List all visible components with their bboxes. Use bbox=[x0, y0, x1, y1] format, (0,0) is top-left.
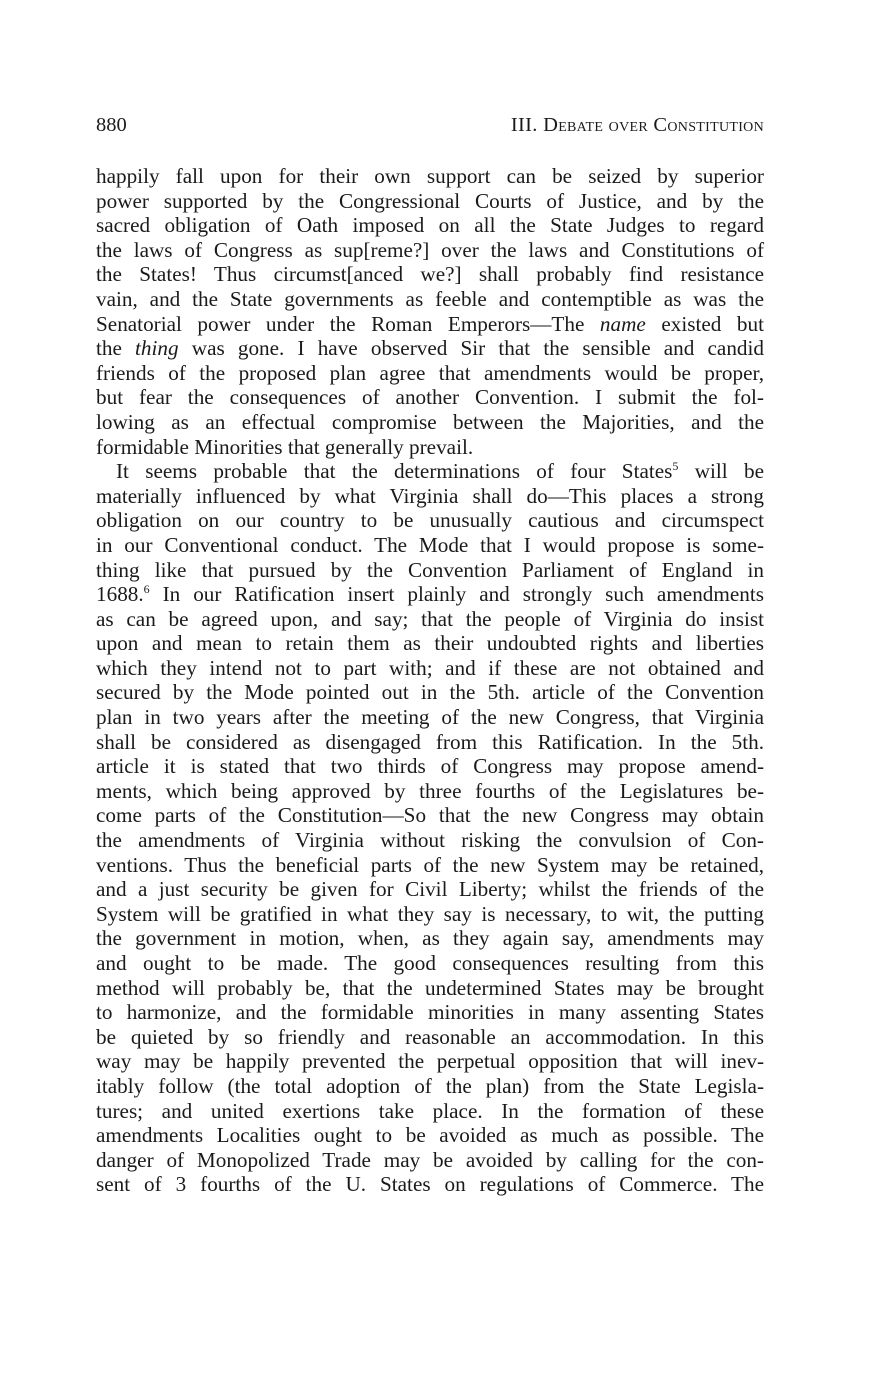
text-line: upon and mean to retain them as their undoubted rights and liberties bbox=[96, 631, 764, 656]
text-line: sacred obligation of Oath imposed on all the State Judges to regard bbox=[96, 213, 764, 238]
text-line: in our Conventional conduct. The Mode that I would propose is some- bbox=[96, 532, 764, 557]
body-text bbox=[96, 164, 764, 1197]
text-line: danger of Monopolized Trade may be avoided by calling for the con- bbox=[96, 1147, 764, 1172]
text-line: article it is stated that two thirds of Congress may propose amend- bbox=[96, 754, 764, 779]
section-title: III. Debate over Constitution bbox=[510, 114, 764, 136]
text-line: which they intend not to part with; and if these are not obtained and bbox=[96, 655, 764, 680]
text-line: vain, and the State governments as feeble and contemptible as was the bbox=[96, 286, 764, 311]
text-line: power supported by the Congressional Courts of Justice, and by the bbox=[96, 188, 764, 213]
running-header bbox=[96, 114, 764, 144]
text-line: happily fall upon for their own support can be seized by superior bbox=[96, 164, 764, 188]
text-line: be quieted by so friendly and reasonable an accommodation. In this bbox=[96, 1024, 764, 1049]
text-line: and a just security be given for Civil Liberty; whilst the friends of the bbox=[96, 877, 764, 902]
text-line: Senatorial power under the Roman Emperors—The name existed but bbox=[96, 311, 764, 336]
text-line: sent of 3 fourths of the U. States on regulations of Commerce. The bbox=[96, 1172, 764, 1197]
text-line: and ought to be made. The good consequences resulting from this bbox=[96, 951, 764, 975]
text-line: plan in two years after the meeting of the new Congress, that Virginia bbox=[96, 705, 764, 730]
text-line: friends of the proposed plan agree that amendments would be proper, bbox=[96, 360, 764, 385]
text-line: materially influenced by what Virginia shall do—This places a strong bbox=[96, 483, 764, 508]
page-number: 880 bbox=[96, 114, 127, 136]
text-line: the amendments of Virginia without risking the convulsion of Con- bbox=[96, 828, 764, 853]
text-line: It seems probable that the determinations of four States$^5$ will be bbox=[116, 459, 764, 484]
text-line: the thing was gone. I have observed Sir that the sensible and candid bbox=[96, 336, 764, 361]
text-line: obligation on our country to be unusually cautious and circumspect bbox=[96, 508, 764, 533]
text-line: shall be considered as disengaged from this Ratification. In the 5th. bbox=[96, 729, 764, 754]
paragraph-1 bbox=[96, 164, 764, 459]
text-line: as can be agreed upon, and say; that the people of Virginia do insist bbox=[96, 606, 764, 631]
text-line: come parts of the Constitution—So that the new Congress may obtain bbox=[96, 803, 764, 828]
text-line: to harmonize, and the formidable minorities in many assenting States bbox=[96, 1000, 764, 1025]
text-line: lowing as an effectual compromise between the Majorities, and the bbox=[96, 409, 764, 434]
text-line: 1688.$^6$ In our Ratification insert plainly and strongly such amendments bbox=[96, 582, 764, 607]
text-line: but fear the consequences of another Convention. I submit the fol- bbox=[96, 385, 764, 410]
text-line: tures; and united exertions take place. In the formation of these bbox=[96, 1098, 764, 1123]
text-line: amendments Localities ought to be avoided as much as possible. The bbox=[96, 1123, 764, 1148]
text-line: the laws of Congress as sup[reme?] over the laws and Constitutions of bbox=[96, 237, 764, 262]
text-line: ments, which being approved by three fourths of the Legislatures be- bbox=[96, 778, 764, 803]
text-line: the government in motion, when, as they again say, amendments may bbox=[96, 926, 764, 951]
text-line: ventions. Thus the beneficial parts of the new System may be retained, bbox=[96, 852, 764, 877]
text-line: method will probably be, that the undetermined States may be brought bbox=[96, 975, 764, 1000]
text-line: formidable Minorities that generally prevail. bbox=[96, 434, 474, 459]
paragraph-2 bbox=[96, 459, 764, 1197]
text-line: way may be happily prevented the perpetual opposition that will inev- bbox=[96, 1049, 764, 1074]
text-line: thing like that pursued by the Convention Parliament of England in bbox=[96, 557, 764, 582]
text-line: System will be gratified in what they say is necessary, to wit, the putting bbox=[96, 901, 764, 926]
text-line: the States! Thus circumst[anced we?] shall probably find resistance bbox=[96, 262, 764, 287]
text-line: itably follow (the total adoption of the plan) from the State Legisla- bbox=[96, 1073, 764, 1098]
text-line: secured by the Mode pointed out in the 5th. article of the Convention bbox=[96, 680, 764, 705]
